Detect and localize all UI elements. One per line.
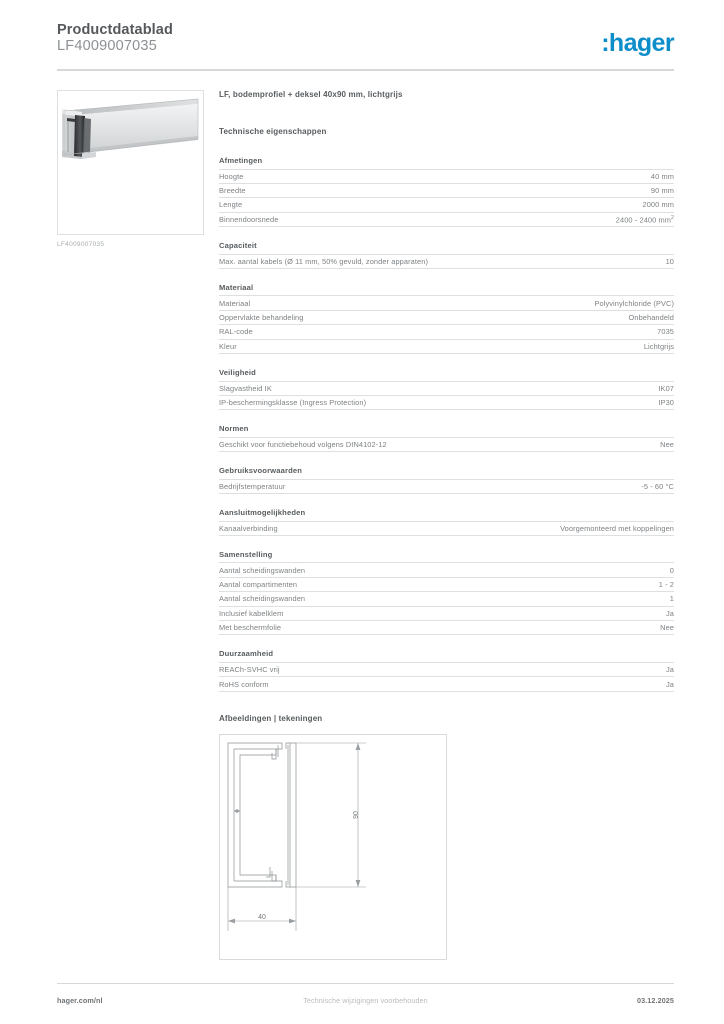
product-figure bbox=[57, 90, 204, 248]
spec-row-label: Hoogte bbox=[219, 169, 447, 183]
product-photo-cable-trunking bbox=[58, 91, 203, 234]
spec-group bbox=[219, 241, 674, 269]
spec-group-title: Veiligheid bbox=[219, 368, 256, 378]
spec-row-label: Aantal compartimenten bbox=[219, 577, 447, 591]
spec-row bbox=[219, 677, 674, 691]
spec-group-title: Duurzaamheid bbox=[219, 649, 274, 659]
technical-properties-heading: Technische eigenschappen bbox=[219, 127, 327, 136]
spec-group-title: Capaciteit bbox=[219, 241, 257, 251]
spec-group-title: Gebruiksvoorwaarden bbox=[219, 466, 303, 476]
spec-row-value bbox=[447, 212, 675, 226]
spec-row-value: 0 bbox=[447, 563, 675, 577]
spec-group bbox=[219, 550, 674, 635]
spec-row bbox=[219, 169, 674, 183]
spec-group-title: Afmetingen bbox=[219, 156, 263, 165]
spec-row bbox=[219, 183, 674, 197]
spec-row bbox=[219, 212, 674, 226]
spec-row bbox=[219, 521, 674, 535]
spec-row bbox=[219, 606, 674, 620]
spec-table bbox=[219, 562, 674, 635]
spec-group bbox=[219, 424, 674, 452]
spec-group-title: Samenstelling bbox=[219, 549, 273, 559]
spec-row-value: Polyvinylchloride (PVC) bbox=[447, 296, 675, 310]
spec-row bbox=[219, 325, 674, 339]
spec-row-label: IP-beschermingsklasse (Ingress Protection) bbox=[219, 395, 447, 409]
spec-row-label: Bedrijfstemperatuur bbox=[219, 479, 447, 493]
spec-row-label: Slagvastheid IK bbox=[219, 381, 447, 395]
spec-row-value: 2000 mm bbox=[447, 198, 675, 212]
spec-row-label: Kleur bbox=[219, 339, 447, 353]
spec-row-value: Onbehandeld bbox=[447, 310, 675, 324]
hager-logo: :hager bbox=[601, 29, 674, 57]
spec-row-value: 1 bbox=[447, 592, 675, 606]
spec-row-label: Aantal scheidingswanden bbox=[219, 563, 447, 577]
spec-table bbox=[219, 521, 674, 536]
spec-row-label: Met beschermfolie bbox=[219, 621, 447, 635]
spec-row-label: Breedte bbox=[219, 183, 447, 197]
page-header bbox=[57, 22, 674, 74]
spec-row-value-text: 2400 - 2400 mm bbox=[615, 215, 671, 225]
spec-row-value: Nee bbox=[447, 437, 675, 451]
product-image-box bbox=[57, 90, 204, 235]
spec-group bbox=[219, 466, 674, 494]
spec-table bbox=[219, 437, 674, 452]
spec-row-value: IK07 bbox=[447, 381, 675, 395]
spec-group bbox=[219, 649, 674, 691]
spec-row-value: -5 - 60 °C bbox=[447, 479, 675, 493]
spec-row-label: Geschikt voor functiebehoud volgens DIN4102-12 bbox=[219, 437, 447, 451]
spec-row-label: RoHS conform bbox=[219, 677, 447, 691]
spec-group bbox=[219, 156, 674, 227]
spec-row-value: Ja bbox=[447, 606, 675, 620]
spec-group-title: Aansluitmogelijkheden bbox=[219, 508, 306, 518]
spec-row-label: Inclusief kabelklem bbox=[219, 606, 447, 620]
spec-row-label: Materiaal bbox=[219, 296, 447, 310]
technical-drawing-cross-section bbox=[220, 735, 446, 959]
footer-disclaimer: Technische wijzigingen voorbehouden bbox=[303, 996, 428, 1005]
page-footer bbox=[57, 996, 674, 1008]
spec-row-value: 10 bbox=[447, 254, 675, 268]
spec-row bbox=[219, 339, 674, 353]
drawing-dim-width-label: 40 bbox=[258, 913, 266, 921]
spec-row bbox=[219, 621, 674, 635]
spec-row bbox=[219, 437, 674, 451]
spec-row-value: Voorgemonteerd met koppelingen bbox=[447, 521, 675, 535]
spec-row-value: Ja bbox=[447, 662, 675, 676]
footer-website-link[interactable]: hager.com/nl bbox=[57, 996, 103, 1005]
spec-row-label: REACh-SVHC vrij bbox=[219, 662, 447, 676]
spec-row-value: Nee bbox=[447, 621, 675, 635]
spec-table bbox=[219, 479, 674, 494]
spec-row-value: 7035 bbox=[447, 325, 675, 339]
spec-row-value-superscript: 2 bbox=[671, 214, 674, 221]
spec-row bbox=[219, 310, 674, 324]
spec-table bbox=[219, 662, 674, 692]
spec-table bbox=[219, 254, 674, 269]
header-divider bbox=[57, 69, 674, 71]
spec-row bbox=[219, 563, 674, 577]
spec-group-title: Materiaal bbox=[219, 282, 254, 292]
spec-table bbox=[219, 295, 674, 354]
page-title: Productdatablad bbox=[57, 22, 173, 38]
spec-table bbox=[219, 381, 674, 411]
technical-drawing-box bbox=[219, 734, 447, 960]
spec-group-title: Normen bbox=[219, 424, 249, 434]
spec-row-label: Kanaalverbinding bbox=[219, 521, 447, 535]
footer-divider bbox=[57, 983, 674, 984]
drawing-dim-height-label: 90 bbox=[353, 810, 360, 819]
spec-row bbox=[219, 296, 674, 310]
spec-row-label: Lengte bbox=[219, 198, 447, 212]
spec-row-label: Aantal scheidingswanden bbox=[219, 592, 447, 606]
drawings-section bbox=[219, 714, 674, 960]
drawings-heading: Afbeeldingen | tekeningen bbox=[219, 713, 323, 723]
spec-row bbox=[219, 395, 674, 409]
spec-table bbox=[219, 169, 674, 228]
spec-group bbox=[219, 283, 674, 354]
spec-row-value: 1 - 2 bbox=[447, 577, 675, 591]
product-reference-subtitle: LF4009007035 bbox=[57, 38, 157, 54]
spec-row-label: Binnendoorsnede bbox=[219, 212, 447, 226]
spec-row-label: RAL-code bbox=[219, 325, 447, 339]
spec-row bbox=[219, 479, 674, 493]
spec-row-value: Ja bbox=[447, 677, 675, 691]
spec-row bbox=[219, 198, 674, 212]
footer-date: 03.12.2025 bbox=[637, 996, 674, 1005]
spec-row-value: 40 mm bbox=[447, 169, 675, 183]
spec-row bbox=[219, 662, 674, 676]
spec-groups-container bbox=[219, 156, 674, 692]
spec-row-label: Oppervlakte behandeling bbox=[219, 310, 447, 324]
product-image-caption: LF4009007035 bbox=[57, 241, 105, 248]
spec-row bbox=[219, 381, 674, 395]
specs-content bbox=[219, 90, 674, 960]
spec-group bbox=[219, 368, 674, 410]
spec-row-label: Max. aantal kabels (Ø 11 mm, 50% gevuld, zonder apparaten) bbox=[219, 254, 447, 268]
spec-row-value: 90 mm bbox=[447, 183, 675, 197]
spec-row bbox=[219, 592, 674, 606]
spec-row bbox=[219, 254, 674, 268]
spec-group bbox=[219, 508, 674, 536]
spec-row bbox=[219, 577, 674, 591]
spec-row-value: IP30 bbox=[447, 395, 675, 409]
spec-row-value: Lichtgrijs bbox=[447, 339, 675, 353]
product-description: LF, bodemprofiel + deksel 40x90 mm, lichtgrijs bbox=[219, 90, 403, 99]
